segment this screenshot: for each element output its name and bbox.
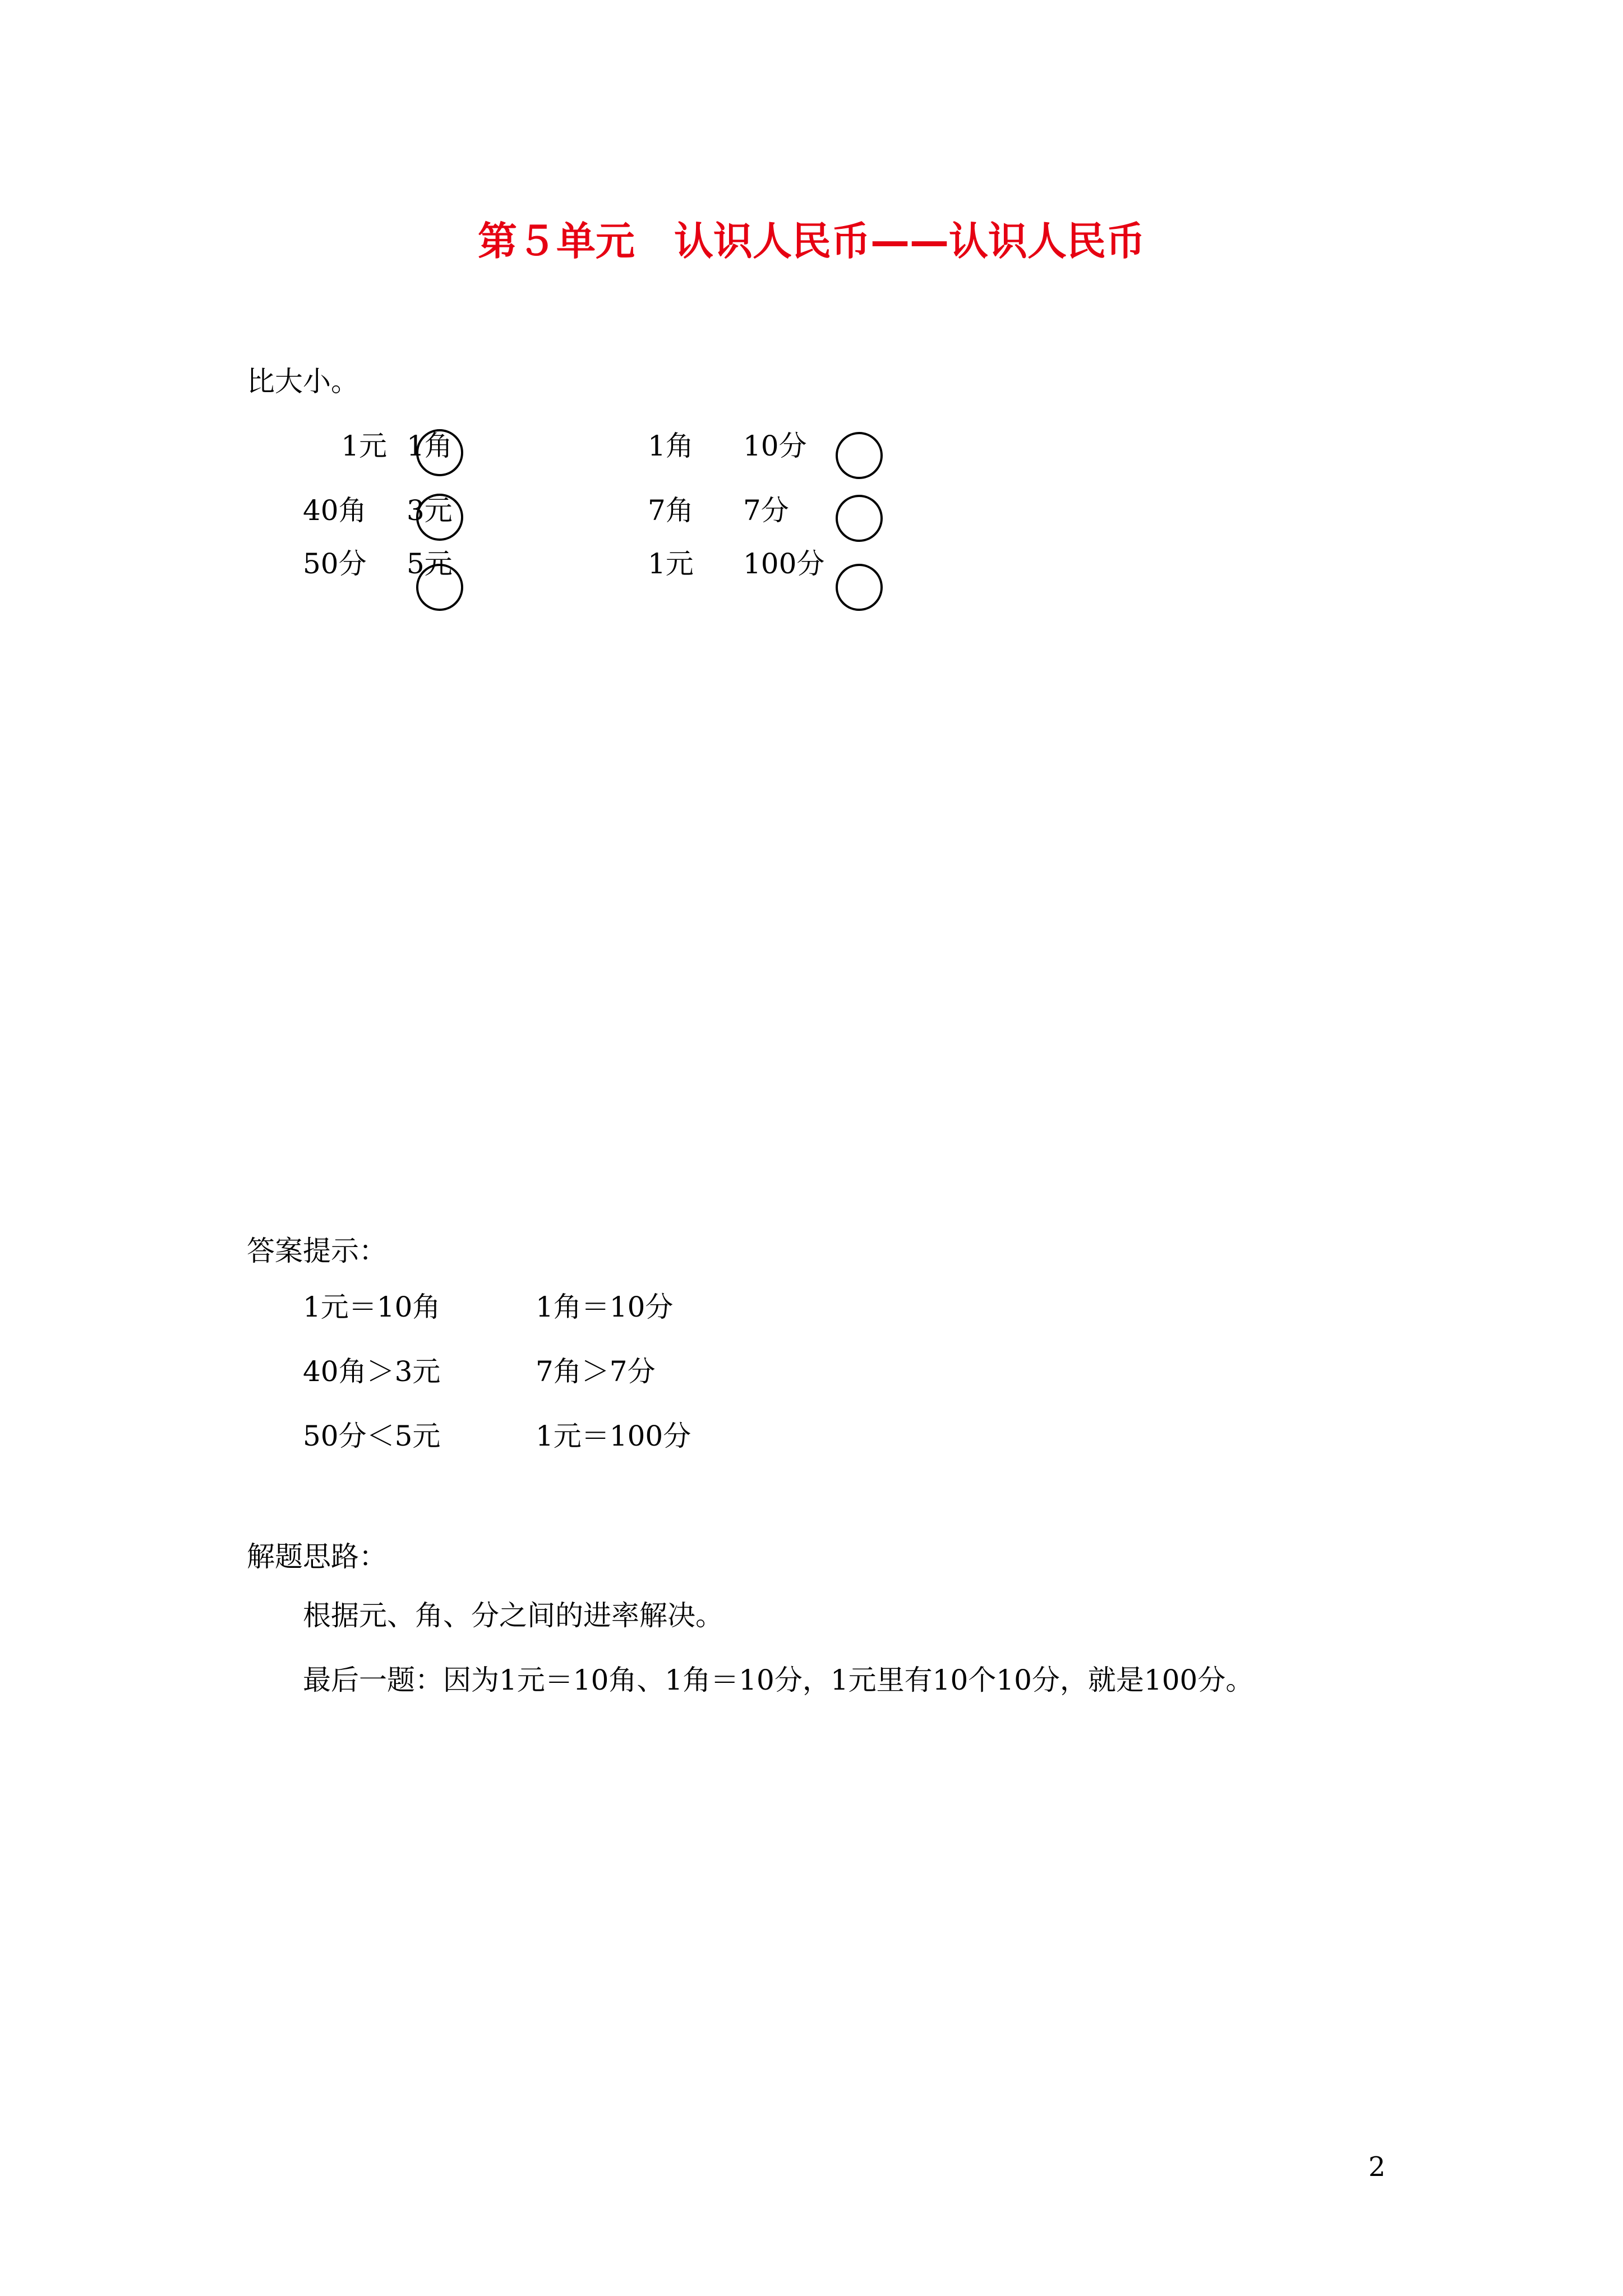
compare-circle-right-1[interactable] [836,432,883,479]
answer-row-3-right: 1元＝100分 [536,1420,691,1452]
solution-heading: 解题思路： [247,1540,387,1573]
answer-row-2-left: 40角＞3元 [303,1355,441,1388]
compare-right-2-b: 7分 [743,494,789,527]
compare-heading: 比大小。 [247,365,359,398]
compare-left-2-a: 40角 [303,494,367,527]
compare-circle-right-3[interactable] [836,564,883,611]
answer-row-1-right: 1角＝10分 [536,1291,674,1323]
compare-left-1-b: 1角 [407,430,453,462]
compare-right-1-b: 10分 [743,430,807,462]
compare-right-3-b: 100分 [743,547,825,580]
compare-circle-left-2[interactable] [416,494,463,541]
compare-right-1-a: 1角 [648,430,694,462]
compare-right-2-a: 7角 [648,494,694,527]
compare-left-1-a: 1元 [341,430,387,462]
answer-row-2-right: 7角＞7分 [536,1355,656,1388]
page-title: 第５单元 认识人民币——认识人民币 [478,218,1145,264]
solution-line-1: 根据元、角、分之间的进率解决。 [303,1599,723,1632]
compare-circle-left-3[interactable] [416,564,463,611]
compare-left-3-a: 50分 [303,547,367,580]
compare-circle-right-2[interactable] [836,495,883,542]
answers-heading: 答案提示： [247,1235,387,1267]
compare-right-3-a: 1元 [648,547,694,580]
compare-left-3-b: 5元 [407,547,453,580]
answer-row-3-left: 50分＜5元 [303,1420,441,1452]
answer-row-1-left: 1元＝10角 [303,1291,441,1323]
page-number: 2 [1368,2151,1386,2183]
compare-left-2-b: 3元 [407,494,453,527]
solution-line-2: 最后一题：因为1元＝10角、1角＝10分，1元里有10个10分，就是100分。 [303,1664,1254,1696]
compare-circle-left-1[interactable] [416,429,463,476]
